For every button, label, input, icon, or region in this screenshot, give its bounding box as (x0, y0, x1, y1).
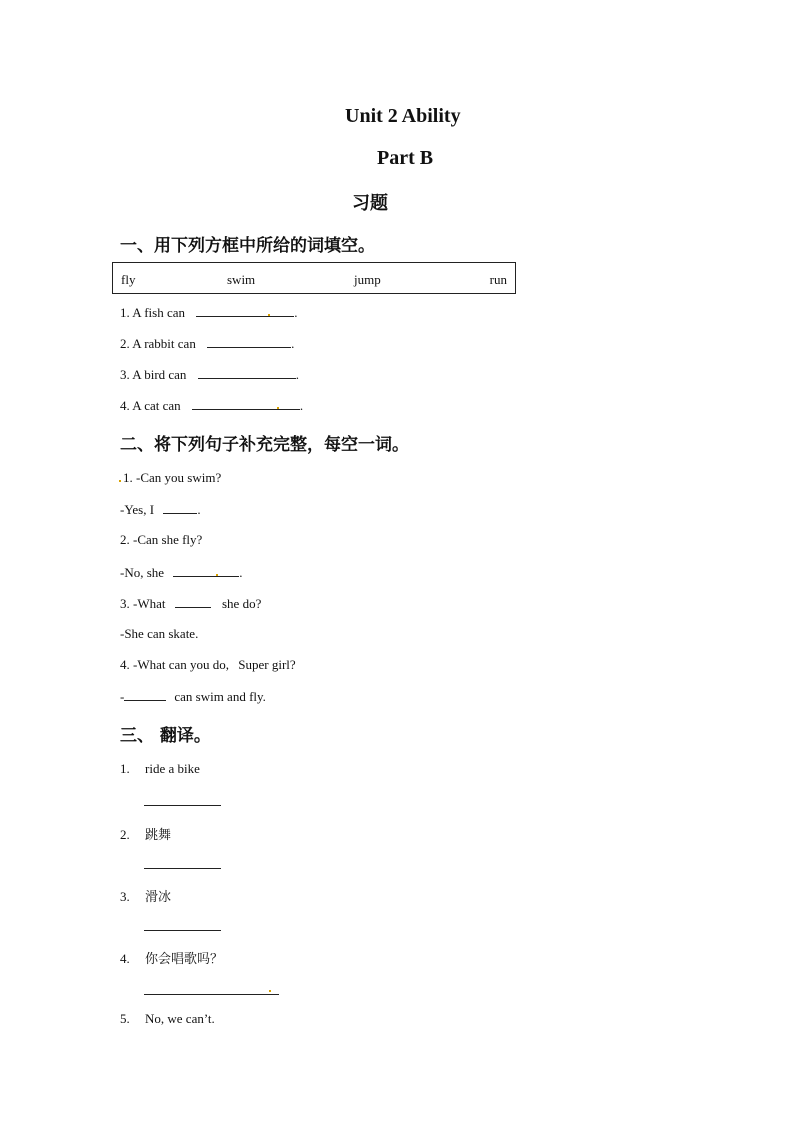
answer-3: -She can skate. (120, 626, 199, 641)
answer-blank[interactable] (175, 595, 211, 608)
answer-blank[interactable] (192, 397, 300, 410)
item-number: 4. (120, 951, 130, 966)
mark-dot (269, 990, 271, 992)
period: . (295, 367, 299, 382)
question-4 (120, 657, 296, 673)
translate-item-5 (120, 1011, 215, 1027)
word-swim: swim (227, 272, 256, 287)
item-text: 4. A cat can (120, 398, 181, 413)
mark-dot (216, 574, 218, 576)
translate-item-2 (120, 824, 171, 843)
item-text: 2. A rabbit can (120, 336, 196, 351)
period: . (197, 502, 201, 517)
section3-heading: 三、 翻译。 (120, 726, 211, 746)
item-text: 3. A bird can (120, 367, 187, 382)
line-text: she do? (221, 596, 262, 611)
section1-heading: 一、用下列方框中所给的词填空。 (120, 236, 375, 256)
period: . (239, 565, 243, 580)
question-2: 2. -Can she fly? (120, 532, 203, 547)
item-text: 滑冰 (145, 890, 172, 905)
question-1: 1. -Can you swim? (123, 470, 222, 485)
answer-line[interactable] (144, 868, 221, 869)
item-text: 1. A fish can (120, 305, 185, 320)
answer-line[interactable] (144, 994, 279, 995)
line-text: 4. -What can you do, (120, 657, 230, 672)
translate-item-1 (120, 761, 200, 777)
translate-item-4 (120, 948, 223, 967)
item-number: 1. (120, 761, 130, 776)
word-fly: fly (121, 272, 136, 287)
item-text: 跳舞 (145, 828, 172, 843)
section2-heading: 二、将下列句子补充完整，每空一词。 (120, 435, 409, 455)
answer-blank[interactable] (207, 335, 291, 348)
answer-blank[interactable] (196, 304, 294, 317)
line-text: -Yes, I (120, 502, 155, 517)
part-label: Part B (377, 147, 434, 169)
answer-blank[interactable] (124, 688, 166, 701)
answer-line[interactable] (144, 930, 221, 931)
line-text: can swim and fly. (174, 689, 266, 704)
period: . (294, 305, 298, 320)
item-number: 3. (120, 889, 130, 904)
word-box (112, 262, 516, 294)
question-3 (120, 595, 261, 612)
section1-item-2 (120, 335, 294, 352)
line-text: Super girl? (238, 657, 296, 672)
section1-item-1 (120, 304, 298, 321)
line-text: -No, she (120, 565, 165, 580)
mark-dot (268, 314, 270, 316)
answer-4 (120, 688, 266, 705)
line-text: 3. -What (120, 596, 166, 611)
item-number: 5. (120, 1011, 130, 1026)
word-run: run (489, 272, 507, 287)
translate-item-3 (120, 886, 171, 905)
period: . (291, 336, 295, 351)
answer-2 (120, 564, 243, 581)
answer-blank[interactable] (173, 564, 239, 577)
answer-1 (120, 501, 201, 518)
answer-blank[interactable] (163, 501, 197, 514)
line-text: - (120, 689, 125, 704)
section1-item-4 (120, 397, 303, 414)
exercise-label: 习题 (352, 193, 388, 214)
section1-item-3 (120, 366, 299, 383)
mark-dot (119, 480, 121, 482)
word-jump: jump (354, 272, 381, 287)
answer-blank[interactable] (198, 366, 296, 379)
item-number: 2. (120, 827, 130, 842)
mark-dot (277, 407, 279, 409)
item-text: No, we can’t. (145, 1011, 215, 1026)
item-text: 你会唱歌吗？ (145, 952, 224, 967)
answer-line[interactable] (144, 805, 221, 806)
item-text: ride a bike (145, 761, 200, 776)
page-title: Unit 2 Ability (345, 105, 461, 127)
period: . (299, 398, 304, 413)
